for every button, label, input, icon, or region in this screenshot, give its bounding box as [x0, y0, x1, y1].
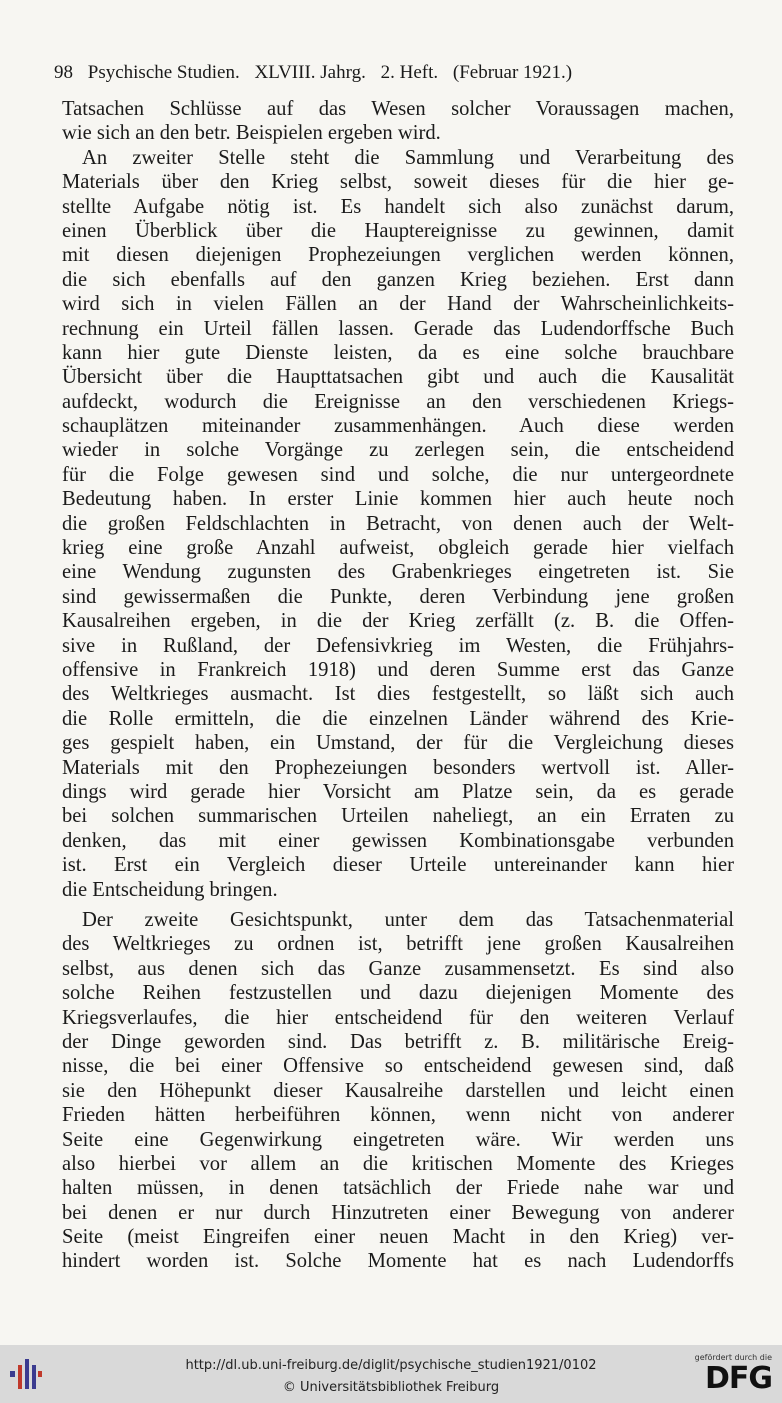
text-line: wie sich an den betr. Beispielen ergeben wird.: [62, 122, 441, 145]
text-line: für die Folge gewesen sind und solche, die nur untergeordnete: [62, 463, 734, 486]
text-line: die sich ebenfalls auf den ganzen Krieg beziehen. Erst dann: [62, 268, 734, 291]
text-line: mit diesen diejenigen Prophezeiungen verglichen werden können,: [62, 244, 734, 267]
copyright-notice: © Universitätsbibliothek Freiburg: [282, 1380, 500, 1395]
viewer-footer: [0, 1345, 782, 1403]
text-line: die Rolle ermitteln, die die einzelnen Länder während des Krie-: [62, 707, 734, 730]
text-line: des Weltkrieges zu ordnen ist, betrifft jene großen Kausalreihen: [62, 933, 734, 956]
text-line: sie den Höhepunkt dieser Kausalreihe darstellen und leicht einen: [62, 1079, 734, 1102]
text-line: selbst, aus denen sich das Ganze zusammensetzt. Es sind also: [62, 957, 734, 980]
text-line: Der zweite Gesichtspunkt, unter dem das Tatsachenmaterial: [82, 909, 734, 931]
text-line: die Entscheidung bringen.: [62, 878, 278, 901]
paragraph-block-2: [62, 908, 734, 1274]
text-line: kann hier gute Dienste leisten, da es eine solche brauchbare: [62, 341, 734, 364]
volume: XLVIII. Jahrg.: [254, 62, 366, 83]
text-line: Seite eine Gegenwirkung eingetreten wäre. Wir werden uns: [62, 1128, 734, 1151]
paragraph-block-1: [62, 97, 734, 902]
text-line: hindert worden ist. Solche Momente hat es nach Ludendorffs: [62, 1250, 734, 1273]
issue: 2. Heft.: [380, 62, 439, 83]
text-line: Kriegsverlaufes, die hier entscheidend für den weiteren Verlauf: [62, 1006, 734, 1029]
journal-title: Psychische Studien.: [87, 62, 240, 83]
text-line: Seite (meist Eingreifen einer neuen Macht in den Krieg) ver-: [62, 1226, 734, 1249]
text-line: Frieden hätten herbeiführen können, wenn nicht von anderer: [62, 1104, 734, 1127]
text-line: sind gewissermaßen die Punkte, deren Verbindung jene großen: [62, 585, 734, 608]
text-line: halten müssen, in denen tatsächlich der Friede nahe war und: [62, 1177, 734, 1200]
text-line: Materials über den Krieg selbst, soweit dieses für die hier ge-: [62, 171, 734, 194]
text-line: dings wird gerade hier Vorsicht am Platze sein, da es gerade: [62, 780, 734, 803]
text-line: Übersicht über die Haupttatsachen gibt und auch die Kausalität: [62, 366, 734, 389]
text-line: stellte Aufgabe nötig ist. Es handelt sich also zunächst darum,: [62, 195, 734, 218]
running-head: [54, 62, 730, 84]
text-line: offensive in Frankreich 1918) und deren Summe erst das Ganze: [62, 658, 734, 681]
text-line: des Weltkrieges ausmacht. Ist dies festgestellt, so läßt sich auch: [62, 683, 734, 706]
text-line: ges gespielt haben, ein Umstand, der für die Vergleichung dieses: [62, 732, 734, 755]
text-line: nisse, die bei einer Offensive so entscheidend gewesen sind, daß: [62, 1055, 734, 1078]
text-line: krieg eine große Anzahl aufweist, obgleich gerade hier vielfach: [62, 537, 734, 560]
source-url[interactable]: http://dl.ub.uni-freiburg.de/diglit/psychische_studien1921/0102: [185, 1358, 597, 1373]
text-line: der Dinge geworden sind. Das betrifft z. B. militärische Ereig-: [62, 1030, 734, 1053]
text-line: Bedeutung haben. In erster Linie kommen hier auch heute noch: [62, 488, 734, 511]
text-line: denken, das mit einer gewissen Kombinationsgabe verbunden: [62, 829, 734, 852]
text-line: Materials mit den Prophezeiungen besonders wertvoll ist. Aller-: [62, 756, 734, 779]
funder-caption: gefördert durch die: [694, 1353, 772, 1362]
text-line: solche Reihen festzustellen und dazu diejenigen Momente des: [62, 982, 734, 1005]
text-line: Kausalreihen ergeben, in die der Krieg zerfällt (z. B. die Offen-: [62, 610, 734, 633]
text-line: sive in Rußland, der Defensivkrieg im Westen, die Frühjahrs-: [62, 634, 734, 657]
text-line: schauplätzen miteinander zusammenhängen. Auch diese werden: [62, 415, 734, 438]
issue-date: (Februar 1921.): [452, 62, 573, 83]
text-line: An zweiter Stelle steht die Sammlung und Verarbeitung des: [82, 146, 734, 169]
text-line: Tatsachen Schlüsse auf das Wesen solcher Voraussagen machen,: [62, 98, 734, 120]
text-line: bei denen er nur durch Hinzutreten einer Bewegung von anderer: [62, 1201, 734, 1224]
text-line: wieder in solche Vorgänge zu zerlegen sein, die entscheidend: [62, 439, 734, 462]
text-line: ist. Erst ein Vergleich dieser Urteile untereinander kann hier: [62, 854, 734, 877]
text-line: rechnung ein Urteil fällen lassen. Gerade das Ludendorffsche Buch: [62, 317, 734, 340]
text-line: eine Wendung zugunsten des Grabenkrieges eingetreten ist. Sie: [62, 561, 734, 584]
text-line: einen Überblick über die Hauptereignisse zu gewinnen, damit: [62, 219, 734, 242]
text-line: die großen Feldschlachten in Betracht, von denen auch der Welt-: [62, 512, 734, 535]
text-line: also hierbei vor allem an die kritischen Momente des Krieges: [62, 1152, 734, 1175]
text-line: bei solchen summarischen Urteilen naheliegt, an ein Erraten zu: [62, 805, 734, 828]
page-number: 98: [54, 62, 73, 83]
text-line: aufdeckt, wodurch die Ereignisse an den verschiedenen Kriegs-: [62, 390, 734, 413]
dfg-logo: DFG: [704, 1361, 772, 1396]
text-line: wird sich in vielen Fällen an der Hand der Wahrscheinlichkeits-: [62, 293, 734, 316]
